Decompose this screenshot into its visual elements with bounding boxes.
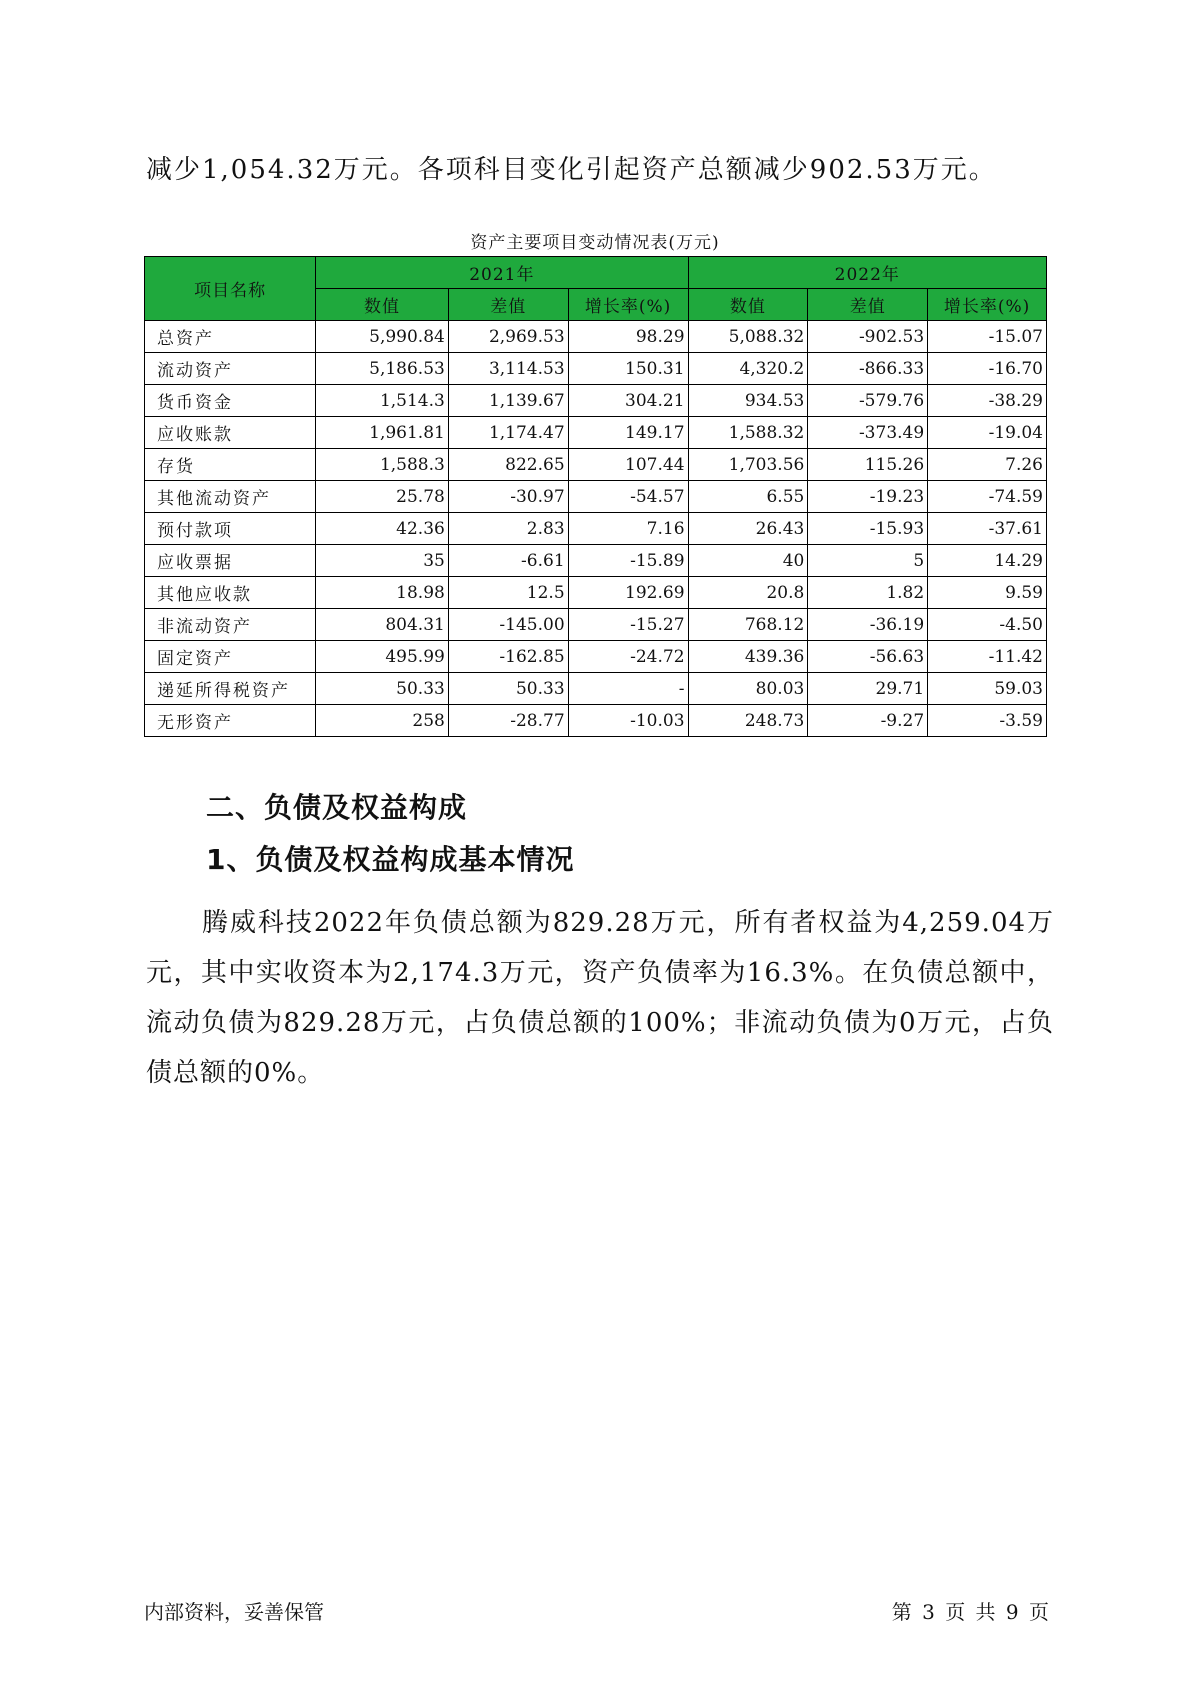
row-cell: 7.16 bbox=[568, 513, 688, 545]
row-cell: -15.89 bbox=[568, 545, 688, 577]
row-cell: -3.59 bbox=[928, 705, 1047, 737]
row-cell: 5 bbox=[808, 545, 928, 577]
row-cell: 98.29 bbox=[568, 321, 688, 353]
row-cell: 3,114.53 bbox=[448, 353, 568, 385]
table-body bbox=[145, 321, 1047, 737]
row-cell: 5,088.32 bbox=[688, 321, 808, 353]
row-cell: 149.17 bbox=[568, 417, 688, 449]
row-cell: 9.59 bbox=[928, 577, 1047, 609]
row-cell: 150.31 bbox=[568, 353, 688, 385]
row-item-name: 应收账款 bbox=[145, 417, 316, 449]
table-row bbox=[145, 609, 1047, 641]
row-item-name: 存货 bbox=[145, 449, 316, 481]
row-item-name: 其他流动资产 bbox=[145, 481, 316, 513]
row-item-name: 应收票据 bbox=[145, 545, 316, 577]
row-cell: 768.12 bbox=[688, 609, 808, 641]
table-row bbox=[145, 513, 1047, 545]
row-cell: 50.33 bbox=[448, 673, 568, 705]
table-row bbox=[145, 705, 1047, 737]
row-cell: 1,588.3 bbox=[316, 449, 449, 481]
row-cell: 26.43 bbox=[688, 513, 808, 545]
row-cell: 1,174.47 bbox=[448, 417, 568, 449]
row-cell: 40 bbox=[688, 545, 808, 577]
table-row bbox=[145, 481, 1047, 513]
table-row bbox=[145, 673, 1047, 705]
row-cell: 29.71 bbox=[808, 673, 928, 705]
row-cell: 304.21 bbox=[568, 385, 688, 417]
row-cell: 258 bbox=[316, 705, 449, 737]
table-row bbox=[145, 321, 1047, 353]
table-row bbox=[145, 641, 1047, 673]
table-row bbox=[145, 353, 1047, 385]
row-cell: 1,961.81 bbox=[316, 417, 449, 449]
row-cell: -9.27 bbox=[808, 705, 928, 737]
row-cell: 35 bbox=[316, 545, 449, 577]
row-cell: -56.63 bbox=[808, 641, 928, 673]
row-cell: 7.26 bbox=[928, 449, 1047, 481]
row-cell: 5,990.84 bbox=[316, 321, 449, 353]
row-cell: -38.29 bbox=[928, 385, 1047, 417]
header-diff-2021: 差值 bbox=[448, 289, 568, 321]
row-cell: -10.03 bbox=[568, 705, 688, 737]
row-cell: -15.93 bbox=[808, 513, 928, 545]
row-cell: -24.72 bbox=[568, 641, 688, 673]
assets-change-table bbox=[144, 256, 1047, 737]
row-cell: 50.33 bbox=[316, 673, 449, 705]
row-cell: 4,320.2 bbox=[688, 353, 808, 385]
row-cell: -37.61 bbox=[928, 513, 1047, 545]
row-cell: -19.04 bbox=[928, 417, 1047, 449]
row-cell: 2.83 bbox=[448, 513, 568, 545]
row-cell: -579.76 bbox=[808, 385, 928, 417]
row-cell: 18.98 bbox=[316, 577, 449, 609]
row-cell: 14.29 bbox=[928, 545, 1047, 577]
header-growth-2021: 增长率(%) bbox=[568, 289, 688, 321]
table-row bbox=[145, 449, 1047, 481]
row-cell: -4.50 bbox=[928, 609, 1047, 641]
subsection-heading: 1、负债及权益构成基本情况 bbox=[206, 843, 575, 876]
row-cell: 1.82 bbox=[808, 577, 928, 609]
header-diff-2022: 差值 bbox=[808, 289, 928, 321]
row-item-name: 固定资产 bbox=[145, 641, 316, 673]
row-cell: 59.03 bbox=[928, 673, 1047, 705]
row-cell: -15.07 bbox=[928, 321, 1047, 353]
row-cell: 6.55 bbox=[688, 481, 808, 513]
row-cell: - bbox=[568, 673, 688, 705]
row-item-name: 非流动资产 bbox=[145, 609, 316, 641]
row-cell: 439.36 bbox=[688, 641, 808, 673]
header-year-2022: 2022年 bbox=[688, 257, 1046, 289]
table-row bbox=[145, 417, 1047, 449]
row-cell: -28.77 bbox=[448, 705, 568, 737]
row-cell: -74.59 bbox=[928, 481, 1047, 513]
table-row bbox=[145, 385, 1047, 417]
row-cell: -19.23 bbox=[808, 481, 928, 513]
intro-paragraph: 减少1,054.32万元。各项科目变化引起资产总额减少902.53万元。 bbox=[146, 155, 997, 185]
row-cell: -30.97 bbox=[448, 481, 568, 513]
row-cell: -6.61 bbox=[448, 545, 568, 577]
row-cell: -36.19 bbox=[808, 609, 928, 641]
row-cell: -11.42 bbox=[928, 641, 1047, 673]
header-value-2022: 数值 bbox=[688, 289, 808, 321]
row-cell: 5,186.53 bbox=[316, 353, 449, 385]
row-cell: 42.36 bbox=[316, 513, 449, 545]
row-cell: -902.53 bbox=[808, 321, 928, 353]
row-cell: -15.27 bbox=[568, 609, 688, 641]
table-row bbox=[145, 545, 1047, 577]
section-heading: 二、负债及权益构成 bbox=[206, 791, 468, 824]
row-item-name: 货币资金 bbox=[145, 385, 316, 417]
row-cell: 2,969.53 bbox=[448, 321, 568, 353]
row-cell: 25.78 bbox=[316, 481, 449, 513]
body-paragraph: 腾威科技2022年负债总额为829.28万元，所有者权益为4,259.04万元，其中实收资本为2,174.3万元，资产负债率为16.3%。在负债总额中，流动负债为829.28万元，占负债总额的100%；非流动负债为0万元，占负债总额的0%。 bbox=[146, 908, 1054, 1088]
header-year-2021: 2021年 bbox=[316, 257, 688, 289]
row-cell: 192.69 bbox=[568, 577, 688, 609]
row-cell: 934.53 bbox=[688, 385, 808, 417]
row-item-name: 流动资产 bbox=[145, 353, 316, 385]
row-cell: -866.33 bbox=[808, 353, 928, 385]
row-cell: 495.99 bbox=[316, 641, 449, 673]
header-item-name: 项目名称 bbox=[145, 257, 316, 321]
row-cell: 1,588.32 bbox=[688, 417, 808, 449]
row-item-name: 递延所得税资产 bbox=[145, 673, 316, 705]
footer-page-number: 第 3 页 共 9 页 bbox=[891, 1600, 1051, 1624]
row-cell: 1,514.3 bbox=[316, 385, 449, 417]
header-growth-2022: 增长率(%) bbox=[928, 289, 1047, 321]
table-row bbox=[145, 577, 1047, 609]
row-item-name: 预付款项 bbox=[145, 513, 316, 545]
row-cell: -373.49 bbox=[808, 417, 928, 449]
row-cell: 804.31 bbox=[316, 609, 449, 641]
row-item-name: 无形资产 bbox=[145, 705, 316, 737]
row-cell: 115.26 bbox=[808, 449, 928, 481]
footer-confidential-note: 内部资料，妥善保管 bbox=[144, 1600, 324, 1624]
row-cell: 1,139.67 bbox=[448, 385, 568, 417]
table-header-row-years bbox=[145, 257, 1047, 289]
table-caption: 资产主要项目变动情况表(万元) bbox=[470, 233, 720, 253]
row-cell: -162.85 bbox=[448, 641, 568, 673]
row-cell: 1,703.56 bbox=[688, 449, 808, 481]
row-cell: -16.70 bbox=[928, 353, 1047, 385]
row-cell: -145.00 bbox=[448, 609, 568, 641]
row-cell: -54.57 bbox=[568, 481, 688, 513]
row-cell: 80.03 bbox=[688, 673, 808, 705]
header-value-2021: 数值 bbox=[316, 289, 449, 321]
row-item-name: 其他应收款 bbox=[145, 577, 316, 609]
row-cell: 20.8 bbox=[688, 577, 808, 609]
row-item-name: 总资产 bbox=[145, 321, 316, 353]
row-cell: 12.5 bbox=[448, 577, 568, 609]
row-cell: 107.44 bbox=[568, 449, 688, 481]
row-cell: 822.65 bbox=[448, 449, 568, 481]
row-cell: 248.73 bbox=[688, 705, 808, 737]
